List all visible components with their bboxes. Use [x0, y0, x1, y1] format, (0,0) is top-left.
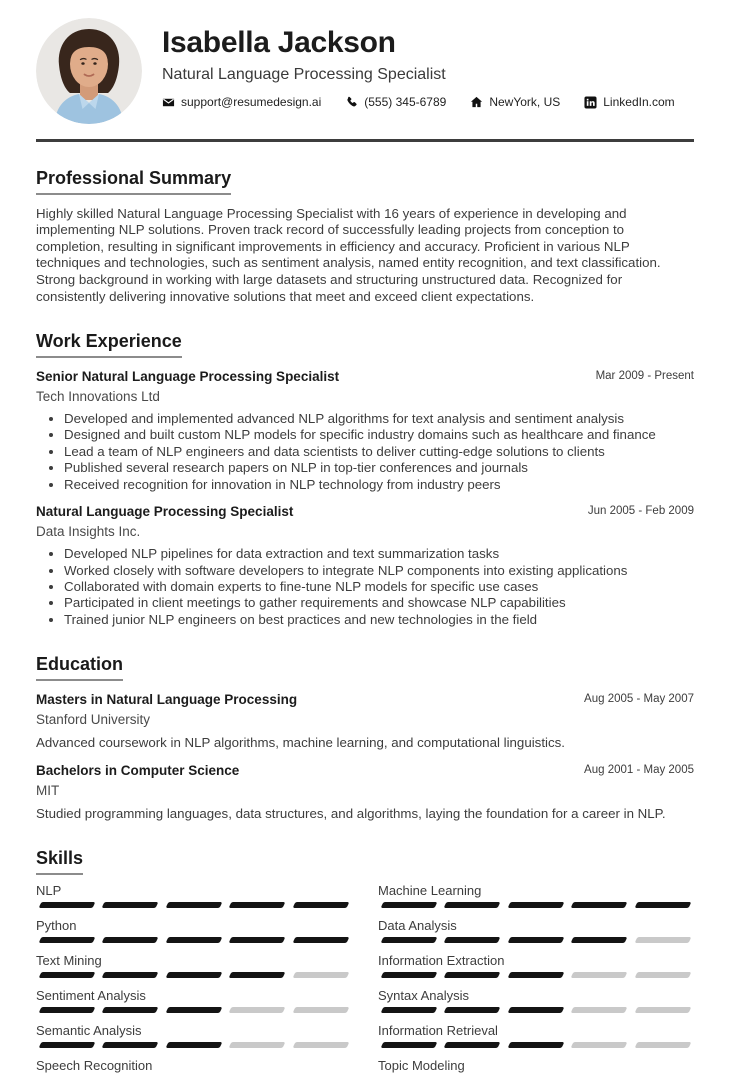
education-description: Studied programming languages, data structures, and algorithms, laying the foundation for a career in NLP. — [36, 805, 666, 821]
education-list — [36, 692, 694, 823]
skill-bar-segment — [229, 902, 286, 908]
skill-bar-segment — [381, 1042, 438, 1048]
skill-level-bar — [378, 902, 694, 908]
profile-photo-illustration — [36, 18, 142, 124]
skill-bar-segment — [381, 902, 438, 908]
skill-bar-segment — [634, 902, 691, 908]
skill-label: Syntax Analysis — [378, 987, 470, 1003]
skills-grid — [36, 883, 694, 1083]
skill-item — [378, 988, 694, 1013]
skill-bar-segment — [292, 1007, 349, 1013]
contact-linkedin — [584, 95, 674, 109]
skill-bar-segment — [229, 1007, 286, 1013]
skill-label: Python — [36, 917, 77, 933]
skill-bar-segment — [507, 1042, 564, 1048]
candidate-title: Natural Language Processing Specialist — [162, 66, 446, 83]
skill-item — [36, 883, 352, 908]
school-name: MIT — [36, 782, 60, 798]
skills-right-column — [378, 883, 694, 1083]
bullet-item: • Designed and built custom NLP models for specific industry domains such as healthcare and finance — [64, 427, 694, 443]
skill-label: Data Analysis — [378, 917, 457, 933]
bullet-item: • Participated in client meetings to gather requirements and showcase NLP capabilities — [64, 595, 694, 611]
skill-item — [378, 1023, 694, 1048]
skill-bar-segment — [292, 902, 349, 908]
skill-bar-segment — [381, 937, 438, 943]
resume-header — [36, 18, 694, 124]
contact-phone — [345, 95, 446, 109]
skill-bar-segment — [571, 972, 628, 978]
bullet-item: • Published several research papers on NLP in top-tier conferences and journals — [64, 460, 694, 476]
skill-level-bar — [36, 1007, 352, 1013]
skill-item — [36, 918, 352, 943]
skill-bar-segment — [39, 937, 96, 943]
skill-item — [36, 988, 352, 1013]
skills-heading: Skills — [36, 848, 83, 875]
skill-level-bar — [36, 902, 352, 908]
skill-bar-segment — [444, 972, 501, 978]
bullet-item: • Developed and implemented advanced NLP algorithms for text analysis and sentiment analysis — [64, 411, 694, 427]
job-title: Senior Natural Language Processing Specialist — [36, 368, 340, 384]
job-entry-header — [36, 504, 694, 520]
skill-bar-segment — [507, 902, 564, 908]
skill-bar-segment — [507, 972, 564, 978]
phone-icon — [345, 96, 358, 109]
skill-bar-segment — [165, 902, 222, 908]
skill-label: Text Mining — [36, 952, 102, 968]
job-company: Data Insights Inc. — [36, 524, 141, 540]
header-info — [162, 18, 675, 109]
email-icon — [162, 96, 175, 109]
bullet-item: • Trained junior NLP engineers on best practices and new technologies in the field — [64, 612, 694, 628]
skills-left-column — [36, 883, 352, 1083]
education-entry-header — [36, 692, 694, 708]
skill-item — [378, 918, 694, 943]
degree-title: Bachelors in Computer Science — [36, 762, 240, 778]
skill-bar-segment — [444, 937, 501, 943]
skill-bar-segment — [444, 902, 501, 908]
skill-level-bar — [36, 1042, 352, 1048]
job-dates: Mar 2009 - Present — [595, 369, 694, 382]
skill-bar-segment — [444, 1042, 501, 1048]
skill-label: Semantic Analysis — [36, 1022, 142, 1038]
contact-phone-text: (555) 345-6789 — [364, 95, 447, 109]
job-title: Natural Language Processing Specialist — [36, 503, 294, 519]
education-entry — [36, 763, 694, 823]
contact-email-text: support@resumedesign.ai — [181, 95, 322, 109]
skill-bar-segment — [571, 937, 628, 943]
skill-bar-segment — [634, 972, 691, 978]
job-dates: Jun 2005 - Feb 2009 — [587, 504, 694, 517]
job-entry — [36, 369, 694, 493]
section-work-experience — [36, 331, 694, 628]
skill-bar-segment — [571, 1042, 628, 1048]
skill-bar-segment — [39, 1042, 96, 1048]
job-bullets — [36, 546, 694, 628]
bullet-item: • Received recognition for innovation in NLP technology from industry peers — [64, 477, 694, 493]
education-description: Advanced coursework in NLP algorithms, machine learning, and computational linguistics. — [36, 734, 565, 750]
skill-bar-segment — [165, 1042, 222, 1048]
profile-photo — [36, 18, 142, 124]
skill-label: NLP — [36, 882, 62, 898]
header-divider — [36, 139, 694, 142]
skill-bar-segment — [102, 902, 159, 908]
skill-item — [36, 1058, 352, 1073]
summary-text: Highly skilled Natural Language Processing Specialist with 16 years of experience in developing and implementing NLP solutions. Proven track record of successfully leading projects from conception to completion, resulting in significant improvements in efficiency and accuracy. Proficient in various NLP techniques and technologies, such as sentiment analysis, named entity recognition, and text classification. Strong background in working with large datasets and structuring unstructured data. Recognized for consistently delivering innovative solutions that meet and exceed client expectations. — [36, 205, 661, 304]
skill-bar-segment — [39, 1007, 96, 1013]
skill-bar-segment — [229, 937, 286, 943]
skill-label: Information Retrieval — [378, 1022, 498, 1038]
skill-bar-segment — [102, 937, 159, 943]
bullet-item: • Worked closely with software developers to integrate NLP components into existing applications — [64, 563, 694, 579]
skill-label: Machine Learning — [378, 882, 482, 898]
skill-bar-segment — [634, 1042, 691, 1048]
skill-bar-segment — [292, 1042, 349, 1048]
skill-bar-segment — [507, 1007, 564, 1013]
skill-level-bar — [36, 972, 352, 978]
skill-bar-segment — [634, 937, 691, 943]
skill-bar-segment — [102, 972, 159, 978]
skill-bar-segment — [102, 1007, 159, 1013]
skill-bar-segment — [571, 1007, 628, 1013]
contact-row — [162, 95, 675, 109]
contact-linkedin-text: LinkedIn.com — [603, 95, 675, 109]
skill-bar-segment — [381, 972, 438, 978]
bullet-item: • Lead a team of NLP engineers and data scientists to deliver cutting-edge solutions to clients — [64, 444, 694, 460]
jobs-list — [36, 369, 694, 628]
skill-bar-segment — [39, 972, 96, 978]
skill-label: Sentiment Analysis — [36, 987, 146, 1003]
skill-label: Topic Modeling — [378, 1057, 465, 1073]
candidate-name: Isabella Jackson — [162, 26, 396, 59]
bullet-item: • Collaborated with domain experts to fine-tune NLP models for specific use cases — [64, 579, 694, 595]
section-education — [36, 654, 694, 822]
skill-bar-segment — [507, 937, 564, 943]
skill-level-bar — [378, 1042, 694, 1048]
contact-location-text: NewYork, US — [489, 95, 561, 109]
education-heading: Education — [36, 654, 123, 681]
section-professional-summary — [36, 168, 694, 305]
skill-bar-segment — [39, 902, 96, 908]
job-entry-header — [36, 369, 694, 385]
skill-bar-segment — [165, 937, 222, 943]
skill-label: Information Extraction — [378, 952, 505, 968]
education-entry-header — [36, 763, 694, 779]
section-skills — [36, 848, 694, 1083]
skill-label: Speech Recognition — [36, 1057, 153, 1073]
skill-level-bar — [378, 1007, 694, 1013]
skill-item — [378, 883, 694, 908]
skill-bar-segment — [165, 972, 222, 978]
skill-level-bar — [378, 972, 694, 978]
job-entry — [36, 504, 694, 628]
linkedin-icon — [584, 96, 597, 109]
skill-bar-segment — [381, 1007, 438, 1013]
skill-item — [378, 1058, 694, 1073]
education-entry — [36, 692, 694, 752]
skill-bar-segment — [444, 1007, 501, 1013]
contact-location — [470, 95, 560, 109]
skill-item — [36, 1023, 352, 1048]
job-company: Tech Innovations Ltd — [36, 388, 160, 404]
skill-bar-segment — [102, 1042, 159, 1048]
skill-level-bar — [36, 937, 352, 943]
skill-item — [378, 953, 694, 978]
bullet-item: • Developed NLP pipelines for data extraction and text summarization tasks — [64, 546, 694, 562]
contact-email — [162, 95, 321, 109]
skill-bar-segment — [292, 937, 349, 943]
skill-bar-segment — [229, 1042, 286, 1048]
skill-item — [36, 953, 352, 978]
summary-heading: Professional Summary — [36, 168, 231, 195]
skill-bar-segment — [229, 972, 286, 978]
education-dates: Aug 2005 - May 2007 — [584, 692, 694, 705]
degree-title: Masters in Natural Language Processing — [36, 691, 298, 707]
job-bullets — [36, 411, 694, 493]
skill-bar-segment — [292, 972, 349, 978]
skill-bar-segment — [634, 1007, 691, 1013]
home-icon — [470, 96, 483, 109]
skill-level-bar — [378, 937, 694, 943]
skill-bar-segment — [165, 1007, 222, 1013]
skill-bar-segment — [571, 902, 628, 908]
education-dates: Aug 2001 - May 2005 — [584, 763, 694, 776]
school-name: Stanford University — [36, 711, 151, 727]
experience-heading: Work Experience — [36, 331, 182, 358]
